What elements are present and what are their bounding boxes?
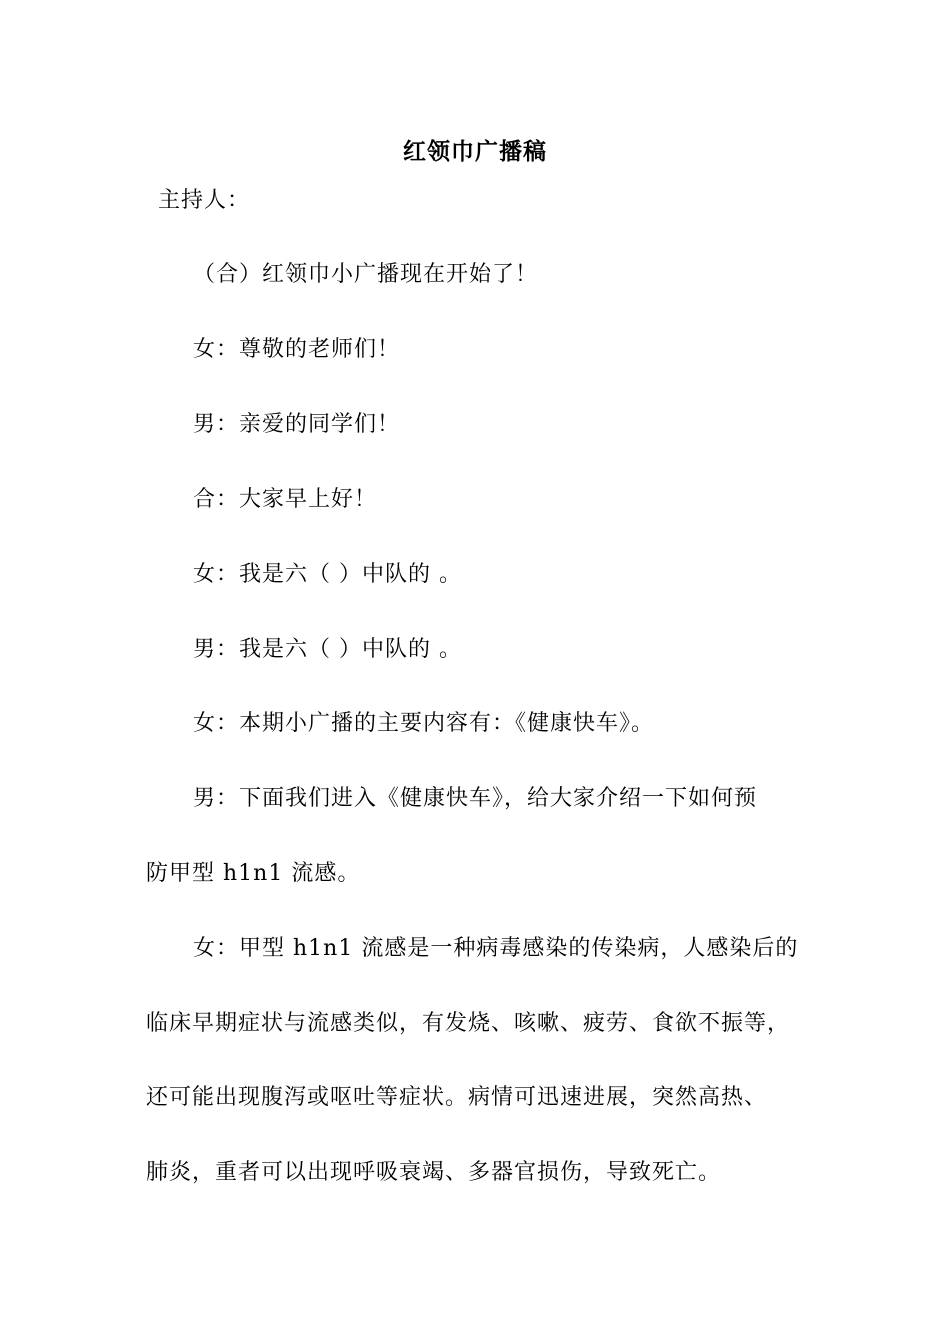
document-title: 红领巾广播稿 <box>403 138 547 165</box>
paragraph-line: 男：亲爱的同学们！ <box>193 412 401 437</box>
paragraph-line: （合）红领巾小广播现在开始了！ <box>193 262 539 287</box>
paragraph-line: 还可能出现腹泻或呕吐等症状。病情可迅速进展，突然高热、 <box>146 1085 768 1110</box>
paragraph-line: 女：我是六（ ）中队的 。 <box>193 562 462 587</box>
paragraph-line: 合：大家早上好！ <box>193 487 378 512</box>
paragraph-line: 肺炎，重者可以出现呼吸衰竭、多器官损伤，导致死亡。 <box>146 1160 722 1185</box>
paragraph-line: 女：尊敬的老师们！ <box>193 337 401 362</box>
paragraph-line: 防甲型 h1n1 流感。 <box>146 861 361 886</box>
paragraph-line: 临床早期症状与流感类似，有发烧、咳嗽、疲劳、食欲不振等， <box>146 1011 791 1036</box>
paragraph-line: 女：本期小广播的主要内容有：《健康快车》。 <box>193 711 655 736</box>
host-label: 主持人： <box>158 188 251 213</box>
paragraph-line: 女：甲型 h1n1 流感是一种病毒感染的传染病，人感染后的 <box>193 936 799 961</box>
paragraph-line: 男：下面我们进入《健康快车》，给大家介绍一下如何预 <box>193 786 758 811</box>
paragraph-line: 男：我是六（ ）中队的 。 <box>193 637 462 662</box>
